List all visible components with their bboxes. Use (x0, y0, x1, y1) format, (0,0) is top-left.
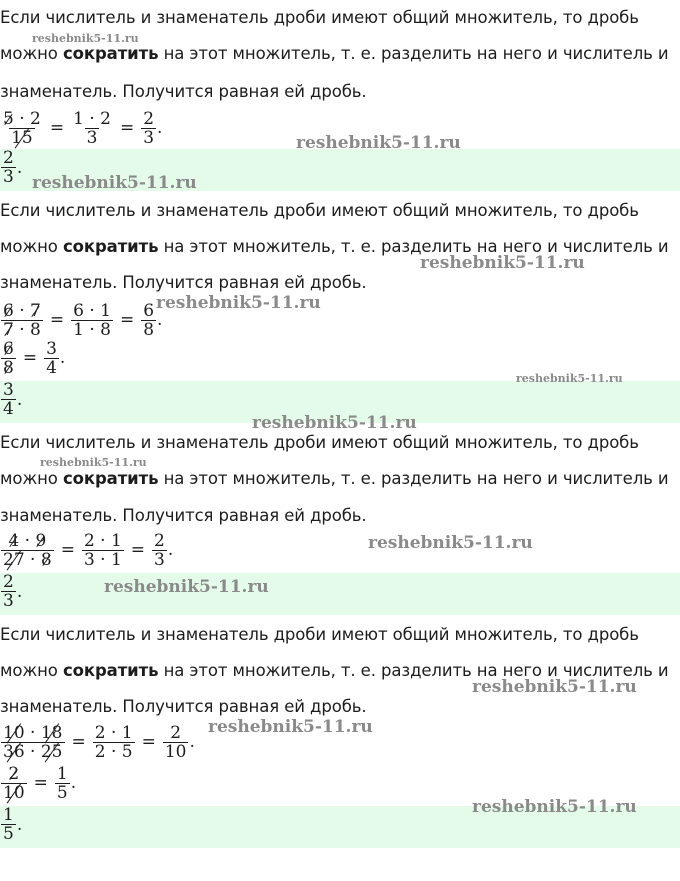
watermark: reshebnik5-11.ru (156, 293, 321, 313)
watermark: reshebnik5-11.ru (516, 372, 623, 385)
rule-line-2: можно сократить на этот множитель, т. е. разделить на него и числитель и (0, 44, 669, 63)
example-3-equation: $\frac{4 \cdot 9}{27 \cdot 8}$ = $\frac{2 \cdot 1}{3 \cdot 1}$ = $\frac{2}{3}$ . (3, 530, 174, 570)
rule-line-3: знаменатель. Получится равная ей дробь. (0, 506, 367, 525)
rule-line-1: Если числитель и знаменатель дроби имеют общий множитель, то дробь (0, 201, 639, 220)
answer-fraction: $\frac{2}{3}$ . (3, 572, 23, 611)
fraction: $\frac{5 \cdot 2}{15}$ (3, 108, 41, 148)
rule-line-1: Если числитель и знаменатель дроби имеют общий множитель, то дробь (0, 8, 639, 27)
rule-line-3: знаменатель. Получится равная ей дробь. (0, 273, 367, 292)
answer-fraction: $\frac{3}{4}$ . (3, 380, 23, 419)
keyword-reduce: сократить (62, 44, 159, 63)
answer-fraction: $\frac{1}{5}$ . (3, 805, 23, 844)
fraction: $\frac{1 \cdot 2}{3}$ (73, 108, 111, 148)
watermark: reshebnik5-11.ru (32, 32, 139, 45)
watermark: reshebnik5-11.ru (32, 173, 197, 193)
rule-line-2: можно сократить на этот множитель, т. е. разделить на него и числитель и (0, 661, 669, 680)
answer-fraction: $\frac{2}{3}$ . (3, 148, 23, 187)
watermark: reshebnik5-11.ru (104, 577, 269, 597)
rule-line-3: знаменатель. Получится равная ей дробь. (0, 697, 367, 716)
example-4-equation: $\frac{10 \cdot 18}{36 \cdot 25}$ = $\frac{2 \cdot 1}{2 \cdot 5}$ = $\frac{2}{10}$ . (3, 722, 195, 762)
watermark: reshebnik5-11.ru (420, 253, 585, 273)
watermark: reshebnik5-11.ru (252, 413, 417, 433)
answer-band (0, 573, 680, 615)
watermark: reshebnik5-11.ru (368, 533, 533, 553)
example-2-reduce: $\frac{6}{8}$ = $\frac{3}{4}$ . (3, 338, 66, 378)
example-4-reduce: $\frac{2}{10}$ = $\frac{1}{5}$ . (3, 763, 77, 803)
rule-line-1: Если числитель и знаменатель дроби имеют общий множитель, то дробь (0, 433, 639, 452)
rule-line-1: Если числитель и знаменатель дроби имеют общий множитель, то дробь (0, 625, 639, 644)
example-2-equation: $\frac{6 \cdot 7}{7 \cdot 8}$ = $\frac{6 \cdot 1}{1 \cdot 8}$ = $\frac{6}{8}$ . (3, 300, 163, 340)
watermark: reshebnik5-11.ru (208, 717, 373, 737)
watermark: reshebnik5-11.ru (472, 677, 637, 697)
rule-line-2: можно сократить на этот множитель, т. е. разделить на него и числитель и (0, 237, 669, 256)
watermark: reshebnik5-11.ru (472, 797, 637, 817)
example-1-equation: $\frac{5 \cdot 2}{15}$ = $\frac{1 \cdot 2}{3}$ = $\frac{2}{3}$ . (3, 108, 163, 148)
watermark: reshebnik5-11.ru (40, 456, 147, 469)
watermark: reshebnik5-11.ru (296, 133, 461, 153)
rule-line-2: можно сократить на этот множитель, т. е. разделить на него и числитель и (0, 469, 669, 488)
rule-line-3: знаменатель. Получится равная ей дробь. (0, 82, 367, 101)
fraction: $\frac{2}{3}$ (143, 108, 155, 148)
